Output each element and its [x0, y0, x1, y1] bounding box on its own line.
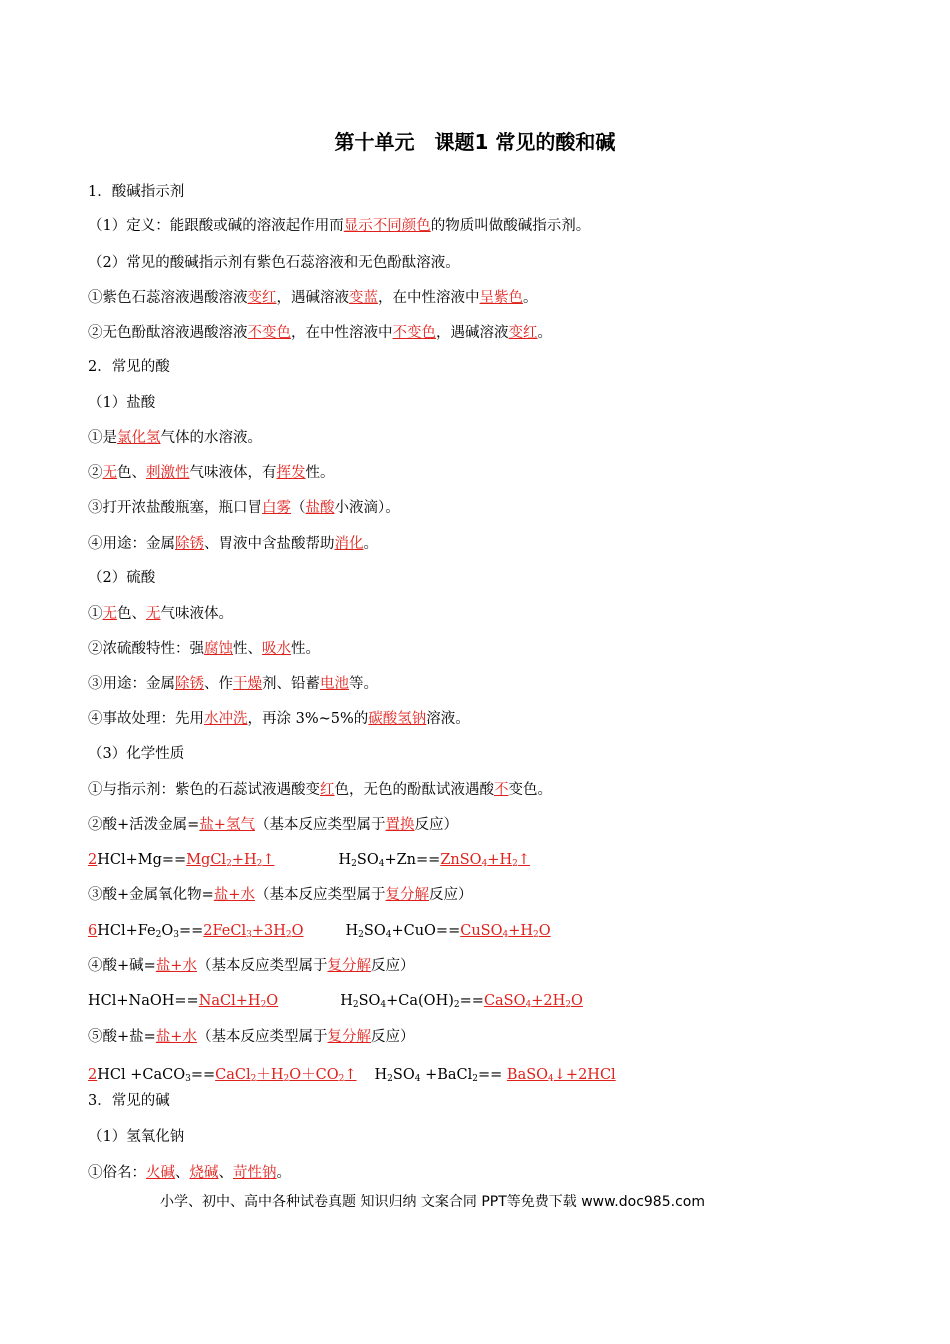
paragraph: ①与指示剂：紫色的石蕊试液遇酸变红色，无色的酚酞试液遇酸不变色。 — [88, 782, 552, 798]
footer-banner: 小学、初中、高中各种试卷真题 知识归纳 文案合同 PPT等免费下载 www.doc985.com — [160, 1194, 705, 1210]
paragraph: ④事故处理：先用水冲洗，再涂 3%~5%的碳酸氢钠溶液。 — [88, 711, 470, 727]
section-heading: 2．常见的酸 — [88, 359, 170, 375]
equation-line: $2HCl+Mg==MgCl_2+H_2↑$ $H_2SO_4+Zn==ZnSO_4+H_2↑$ — [88, 852, 530, 869]
equation-line: $HCl+NaOH==NaCl+H_2O$ $H_2SO_4+Ca(OH)_2==CaSO_4+2H_2O$ — [88, 993, 583, 1010]
paragraph: ④用途：金属除锈、胃液中含盐酸帮助消化。 — [88, 536, 378, 552]
equation-line: $2HCl +CaCO_3==CaCl_2+H_2O+CO_2↑$ $H_2SO_4$ +BaCl$_2$== BaSO$_4$↓+2HCl — [88, 1067, 616, 1084]
paragraph: ①俗名：火碱、烧碱、苛性钠。 — [88, 1165, 291, 1181]
section-heading: 3．常见的碱 — [88, 1093, 170, 1109]
paragraph: （2）常见的酸碱指示剂有紫色石蕊溶液和无色酚酞溶液。 — [88, 255, 460, 271]
paragraph: ②无色、刺激性气味液体，有挥发性。 — [88, 465, 335, 481]
paragraph: ①是氯化氢气体的水溶液。 — [88, 430, 262, 446]
subheading: （2）硫酸 — [88, 570, 156, 586]
subheading: （3）化学性质 — [88, 746, 185, 762]
paragraph: （1）定义：能跟酸或碱的溶液起作用而显示不同颜色的物质叫做酸碱指示剂。 — [88, 218, 591, 234]
page-title: 第十单元 课题1 常见的酸和碱 — [334, 130, 616, 154]
equation-line: $6HCl+Fe_2O_3==2FeCl_3+3H_2O$ $H_2SO_4+CuO==CuSO_4+H_2O$ — [88, 923, 551, 940]
subheading: （1）盐酸 — [88, 395, 156, 411]
paragraph: ①无色、无气味液体。 — [88, 606, 233, 622]
subheading: （1）氢氧化钠 — [88, 1129, 185, 1145]
section-heading: 1．酸碱指示剂 — [88, 184, 185, 200]
paragraph: ③打开浓盐酸瓶塞，瓶口冒白雾（盐酸小液滴）。 — [88, 500, 400, 516]
paragraph: ②浓硫酸特性：强腐蚀性、吸水性。 — [88, 641, 320, 657]
paragraph: ②酸+活泼金属=盐+氢气（基本反应类型属于置换反应） — [88, 817, 458, 833]
paragraph: ④酸+碱=盐+水（基本反应类型属于复分解反应） — [88, 958, 415, 974]
paragraph: ②无色酚酞溶液遇酸溶液不变色，在中性溶液中不变色，遇碱溶液变红。 — [88, 325, 552, 341]
paragraph: ③酸+金属氧化物=盐+水（基本反应类型属于复分解反应） — [88, 887, 473, 903]
paragraph: ③用途：金属除锈、作干燥剂、铅蓄电池等。 — [88, 676, 378, 692]
paragraph: ①紫色石蕊溶液遇酸溶液变红，遇碱溶液变蓝，在中性溶液中呈紫色。 — [88, 290, 538, 306]
paragraph: ⑤酸+盐=盐+水（基本反应类型属于复分解反应） — [88, 1029, 415, 1045]
